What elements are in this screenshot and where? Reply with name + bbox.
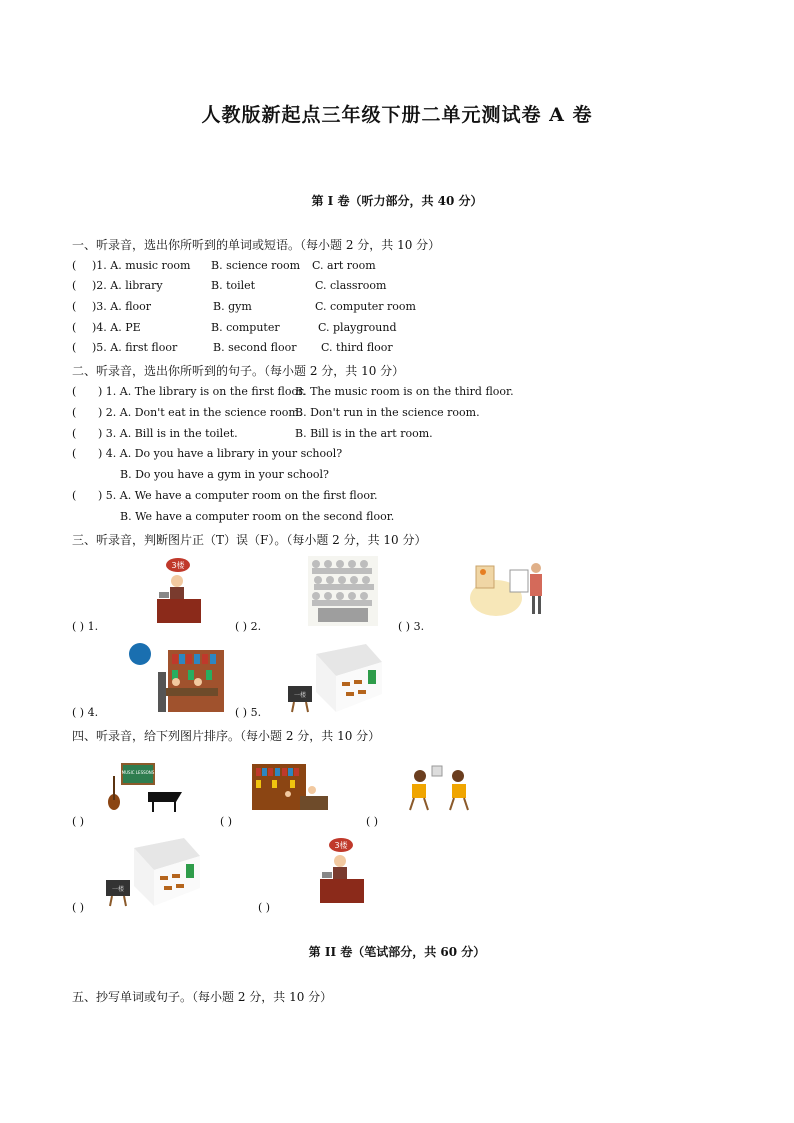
- q1-option-c: C. classroom: [315, 279, 387, 292]
- q4-3-answer: ( ): [366, 815, 379, 828]
- floor1-label-2: 一楼: [111, 886, 125, 893]
- q3-paren: (: [72, 300, 77, 313]
- music-room-image: [104, 762, 184, 812]
- teacher-floor3-image-2: [318, 836, 368, 906]
- q4-5-answer: ( ): [258, 901, 271, 914]
- q1-option-c: C. art room: [312, 259, 376, 272]
- floor3-label-2: 3楼: [334, 841, 348, 850]
- q1-option-b: B. gym: [213, 300, 252, 313]
- q1-option-b: B. toilet: [211, 279, 256, 292]
- sentence-b: B. We have a computer room on the second floor.: [120, 510, 395, 523]
- q1-paren: (: [72, 259, 77, 272]
- section-5-heading: 五、抄写单词或句子。（每小题 2 分，共 10 分）: [72, 990, 333, 1004]
- sentence-b: B. Bill is in the art room.: [295, 427, 433, 440]
- sentence-a: ) 2. A. Don't eat in the science room.: [98, 406, 303, 419]
- library-image: [128, 642, 228, 716]
- q5-paren: (: [72, 341, 77, 354]
- paren: (: [72, 447, 77, 460]
- q1-option-a: )3. A. floor: [92, 300, 152, 313]
- q1-option-b: B. second floor: [213, 341, 297, 354]
- art-room-image: [466, 556, 546, 626]
- q1-option-a: )5. A. first floor: [92, 341, 178, 354]
- q1-option-c: C. third floor: [321, 341, 393, 354]
- paren: (: [72, 406, 77, 419]
- q3-5-answer: ( ) 5.: [235, 706, 262, 719]
- floor3-label: 3楼: [171, 561, 185, 570]
- art-room-girls-image: [402, 762, 476, 812]
- section-1-heading: 一、听录音，选出你所听到的单词或短语。（每小题 2 分，共 10 分）: [72, 238, 441, 252]
- q1-option-a: )4. A. PE: [92, 321, 141, 334]
- paren: (: [72, 385, 77, 398]
- q4-1-answer: ( ): [72, 815, 85, 828]
- part-1-heading: 第 I 卷（听力部分，共 40 分）: [311, 194, 483, 208]
- q3-2-answer: ( ) 2.: [235, 620, 262, 633]
- q3-1-answer: ( ) 1.: [72, 620, 99, 633]
- q1-option-a: )1. A. music room: [92, 259, 191, 272]
- paren: (: [72, 427, 77, 440]
- sentence-a: ) 3. A. Bill is in the toilet.: [98, 427, 238, 440]
- q2-paren: (: [72, 279, 77, 292]
- paren: (: [72, 489, 77, 502]
- section-4-heading: 四、听录音，给下列图片排序。（每小题 2 分，共 10 分）: [72, 729, 381, 743]
- sentence-a: ) 1. A. The library is on the first floor.: [98, 385, 306, 398]
- music-lessons-label: MUSIC LESSONS: [121, 770, 155, 775]
- page-title: 人教版新起点三年级下册二单元测试卷 A 卷: [201, 104, 593, 126]
- q1-option-c: C. computer room: [315, 300, 416, 313]
- part-2-heading: 第 II 卷（笔试部分，共 60 分）: [308, 945, 486, 959]
- q1-option-a: )2. A. library: [92, 279, 163, 292]
- section-3-heading: 三、听录音，判断图片正（T）误（F）。（每小题 2 分，共 10 分）: [72, 533, 427, 547]
- classroom-floor1-image-2: [104, 836, 204, 910]
- sentence-a: ) 5. A. We have a computer room on the first floor.: [98, 489, 378, 502]
- sentence-b: B. The music room is on the third floor.: [295, 385, 514, 398]
- sentence-a: ) 4. A. Do you have a library in your school?: [98, 447, 343, 460]
- q1-option-b: B. computer: [211, 321, 280, 334]
- floor1-label: 一楼: [293, 692, 307, 699]
- q4-4-answer: ( ): [72, 901, 85, 914]
- library-teacher-image: [250, 762, 330, 812]
- q3-4-answer: ( ) 4.: [72, 706, 99, 719]
- q1-option-c: C. playground: [318, 321, 397, 334]
- q4-2-answer: ( ): [220, 815, 233, 828]
- classroom-floor1-image: [286, 642, 386, 716]
- section-2-heading: 二、听录音，选出你所听到的句子。（每小题 2 分，共 10 分）: [72, 364, 405, 378]
- classroom-students-image: [308, 556, 378, 626]
- q4-paren: (: [72, 321, 77, 334]
- sentence-b: B. Do you have a gym in your school?: [120, 468, 329, 481]
- teacher-floor3-image: [155, 556, 205, 626]
- q3-3-answer: ( ) 3.: [398, 620, 425, 633]
- sentence-b: B. Don't run in the science room.: [295, 406, 480, 419]
- q1-option-b: B. science room: [211, 259, 301, 272]
